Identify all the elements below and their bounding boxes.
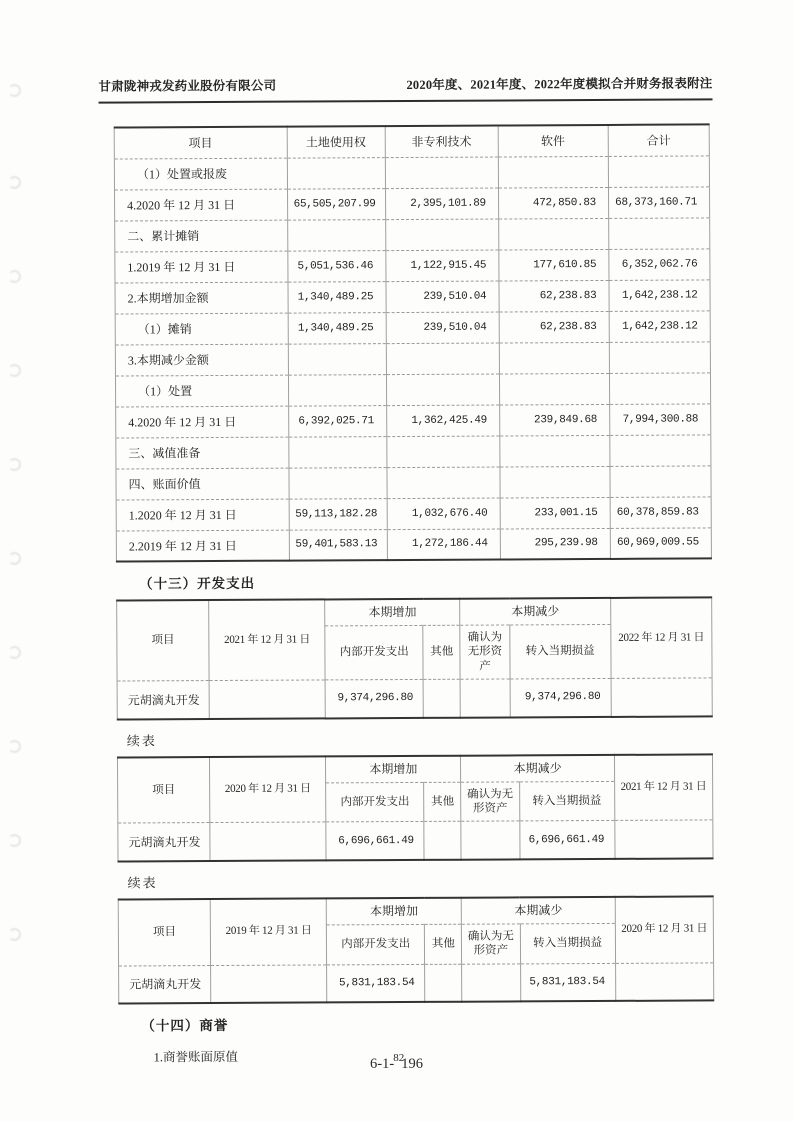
value-cell: 62,238.83 [499, 280, 609, 312]
page-number [0, 1052, 793, 1073]
development-expenditure-table-2020 [118, 895, 715, 1004]
binding-hole-artifact [8, 646, 21, 659]
value-cell: 1,340,489.25 [288, 281, 386, 313]
continued-table-label: 续表 [127, 875, 158, 891]
value-cell: 9,374,296.80 [510, 679, 611, 718]
dev-column-closing-balance: 2020 年 12 月 31 日 [615, 896, 714, 963]
development-expenditure-table-2021 [117, 753, 714, 862]
dev-column-confirmed-intangible: 确认为无形资产 [462, 924, 521, 964]
dev-group-decrease: 本期减少 [461, 897, 615, 924]
dev-group-decrease: 本期减少 [460, 598, 611, 625]
value-cell [499, 373, 609, 405]
value-cell: 5,831,183.54 [327, 964, 425, 1003]
dev-column-confirmed-intangible: 确认为无形资产 [461, 782, 520, 822]
value-cell: 6,352,062.76 [609, 248, 710, 280]
row-label-cell: 2.本期增加金额 [115, 282, 288, 314]
column-header-software: 软件 [498, 125, 608, 157]
value-cell [288, 343, 386, 375]
value-cell [610, 465, 711, 497]
row-label-cell: 二、累计摊销 [115, 220, 288, 252]
value-cell: 9,374,296.80 [325, 680, 423, 719]
dev-column-internal: 内部开发支出 [325, 625, 423, 680]
value-cell [461, 821, 519, 859]
row-label-cell: 3.本期减少金额 [115, 344, 288, 376]
page-number-prefix: 6-1- [370, 1056, 395, 1072]
table-row [115, 248, 710, 282]
dev-column-closing-balance: 2022 年 12 月 31 日 [610, 597, 712, 678]
column-header-nonpatent-tech: 非专利技术 [385, 126, 498, 158]
value-cell: 5,051,536.46 [287, 250, 385, 282]
table-row [115, 372, 710, 406]
value-cell [385, 157, 498, 189]
dev-item-cell: 元胡滴丸开发 [117, 681, 209, 719]
value-cell [610, 434, 711, 466]
binding-hole-artifact [8, 176, 21, 189]
row-label-cell: （1）摊销 [115, 313, 288, 345]
value-cell: 6,696,661.49 [519, 821, 614, 859]
value-cell [387, 467, 500, 499]
table-row [116, 403, 711, 437]
dev-column-other: 其他 [424, 782, 461, 822]
dev-column-opening-balance: 2019 年 12 月 31 日 [210, 898, 326, 965]
dev-group-increase: 本期增加 [325, 599, 460, 626]
row-label-cell: 4.2020 年 12 月 31 日 [115, 189, 288, 221]
value-cell: 65,505,207.99 [287, 188, 385, 220]
dev-column-opening-balance: 2020 年 12 月 31 日 [210, 756, 326, 823]
value-cell [609, 372, 710, 404]
value-cell [424, 822, 461, 860]
value-cell [609, 341, 710, 373]
table-row [114, 155, 709, 189]
goodwill-subitem: 1.商誉账面原值 [153, 1050, 238, 1065]
value-cell [209, 680, 325, 719]
row-label-cell: 4.2020 年 12 月 31 日 [116, 406, 289, 438]
binding-hole-artifact [8, 928, 21, 941]
value-cell: 6,392,025.71 [288, 405, 386, 437]
value-cell [288, 436, 386, 468]
table-row [116, 527, 711, 561]
dev-column-internal: 内部开发支出 [326, 782, 424, 822]
binding-hole-artifact [8, 84, 21, 97]
value-cell [211, 965, 327, 1004]
dev-header-row-1 [117, 597, 712, 627]
dev-group-increase: 本期增加 [326, 755, 461, 782]
column-header-item: 项目 [114, 127, 287, 159]
dev-item-cell: 元胡滴丸开发 [118, 823, 210, 861]
dev-column-opening-balance: 2021 年 12 月 31 日 [209, 599, 325, 680]
value-cell [287, 219, 385, 251]
page-content [98, 73, 717, 1065]
value-cell [462, 964, 520, 1002]
dev-item-cell: 元胡滴丸开发 [119, 965, 211, 1003]
value-cell: 1,642,238.12 [609, 310, 710, 342]
row-label-cell: 2.2019 年 12 月 31 日 [116, 530, 289, 562]
binding-hole-artifact [8, 458, 21, 471]
value-cell [423, 679, 460, 717]
table-row [115, 186, 710, 220]
value-cell [460, 679, 510, 717]
company-name: 甘肃陇神戎发药业股份有限公司 [98, 78, 277, 94]
value-cell: 68,373,160.71 [608, 186, 709, 218]
value-cell: 233,001.15 [500, 497, 610, 529]
dev-data-row [117, 678, 712, 719]
value-cell [425, 964, 462, 1002]
dev-column-internal: 内部开发支出 [327, 924, 425, 964]
dev-group-decrease: 本期减少 [461, 755, 615, 782]
value-cell [615, 963, 713, 1002]
table-row [115, 310, 710, 344]
dev-group-increase: 本期增加 [326, 898, 461, 925]
row-label-cell: 三、减值准备 [116, 437, 289, 469]
value-cell: 472,850.83 [498, 187, 608, 219]
value-cell: 5,831,183.54 [520, 963, 615, 1001]
handwritten-page-number: 82 [393, 1052, 405, 1064]
table-row [116, 496, 711, 530]
value-cell: 1,032,676.40 [387, 498, 500, 530]
value-cell [500, 466, 610, 498]
dev-column-to-profit-loss: 转入当期损益 [509, 624, 610, 679]
value-cell [608, 217, 709, 249]
dev-column-to-profit-loss: 转入当期损益 [520, 923, 615, 963]
table-header-row [114, 124, 709, 158]
value-cell [611, 678, 712, 717]
value-cell: 1,340,489.25 [288, 312, 386, 344]
value-cell [386, 374, 499, 406]
intangible-assets-table [114, 123, 712, 562]
binding-hole-artifact [8, 270, 21, 283]
binding-hole-artifact [8, 364, 21, 377]
value-cell [498, 218, 608, 250]
dev-column-closing-balance: 2021 年 12 月 31 日 [614, 754, 713, 821]
row-label-cell: （1）处置 [115, 375, 288, 407]
dev-column-item: 项目 [118, 899, 211, 966]
dev-column-to-profit-loss: 转入当期损益 [519, 781, 614, 821]
section-title-goodwill: （十四）商誉 [141, 1018, 229, 1034]
binding-hole-artifact [8, 552, 21, 565]
value-cell [289, 467, 387, 499]
binding-hole-artifact [8, 740, 21, 753]
value-cell: 59,113,182.28 [289, 498, 387, 530]
value-cell [387, 436, 500, 468]
value-cell: 1,362,425.49 [386, 405, 499, 437]
value-cell: 239,849.68 [499, 404, 609, 436]
dev-data-row [119, 963, 714, 1004]
table-row [115, 217, 710, 251]
value-cell: 1,642,238.12 [609, 279, 710, 311]
value-cell [615, 820, 713, 859]
value-cell [287, 157, 385, 189]
table-row [116, 434, 711, 468]
value-cell: 60,378,859.83 [610, 496, 711, 528]
dev-header-row-1 [118, 896, 713, 926]
value-cell [608, 155, 709, 187]
dev-data-row [118, 820, 713, 861]
section-title-development-expenditure: （十三）开发支出 [139, 575, 256, 592]
dev-column-item: 项目 [117, 757, 210, 824]
value-cell [385, 219, 498, 251]
value-cell: 7,994,300.88 [609, 403, 710, 435]
value-cell: 1,272,186.44 [387, 529, 500, 561]
row-label-cell: 1.2019 年 12 月 31 日 [115, 251, 288, 283]
value-cell: 2,395,101.89 [385, 188, 498, 220]
value-cell: 239,510.04 [386, 281, 499, 313]
column-header-land-use-rights: 土地使用权 [287, 126, 385, 158]
value-cell [386, 343, 499, 375]
value-cell: 59,401,583.13 [289, 529, 387, 561]
value-cell [500, 435, 610, 467]
value-cell: 1,122,915.45 [386, 250, 499, 282]
column-header-total: 合计 [608, 124, 709, 156]
value-cell [288, 374, 386, 406]
dev-column-other: 其他 [423, 625, 460, 679]
row-label-cell: 四、账面价值 [116, 468, 289, 500]
page-number-suffix: 196 [401, 1056, 423, 1072]
value-cell: 6,696,661.49 [326, 822, 424, 861]
report-title: 2020年度、2021年度、2022年度模拟合并财务报表附注 [406, 76, 713, 93]
value-cell: 62,238.83 [499, 311, 609, 343]
dev-column-item: 项目 [117, 600, 210, 681]
running-header [98, 73, 712, 103]
value-cell: 177,610.85 [499, 249, 609, 281]
table-row [115, 341, 710, 375]
row-label-cell: 1.2020 年 12 月 31 日 [116, 499, 289, 531]
value-cell [499, 342, 609, 374]
table-row [116, 465, 711, 499]
dev-column-confirmed-intangible: 确认为无形资产 [460, 625, 510, 679]
dev-column-other: 其他 [425, 924, 462, 964]
value-cell: 295,239.98 [500, 528, 610, 560]
value-cell [210, 822, 326, 861]
table-row [115, 279, 710, 313]
development-expenditure-table-2022 [116, 596, 713, 720]
value-cell: 60,969,009.55 [610, 527, 711, 559]
binding-hole-artifact [8, 834, 21, 847]
value-cell [498, 156, 608, 188]
continued-table-label: 续表 [126, 732, 157, 749]
row-label-cell: （1）处置或报废 [114, 158, 287, 190]
dev-header-row-1 [117, 754, 712, 784]
value-cell: 239,510.04 [386, 312, 499, 344]
